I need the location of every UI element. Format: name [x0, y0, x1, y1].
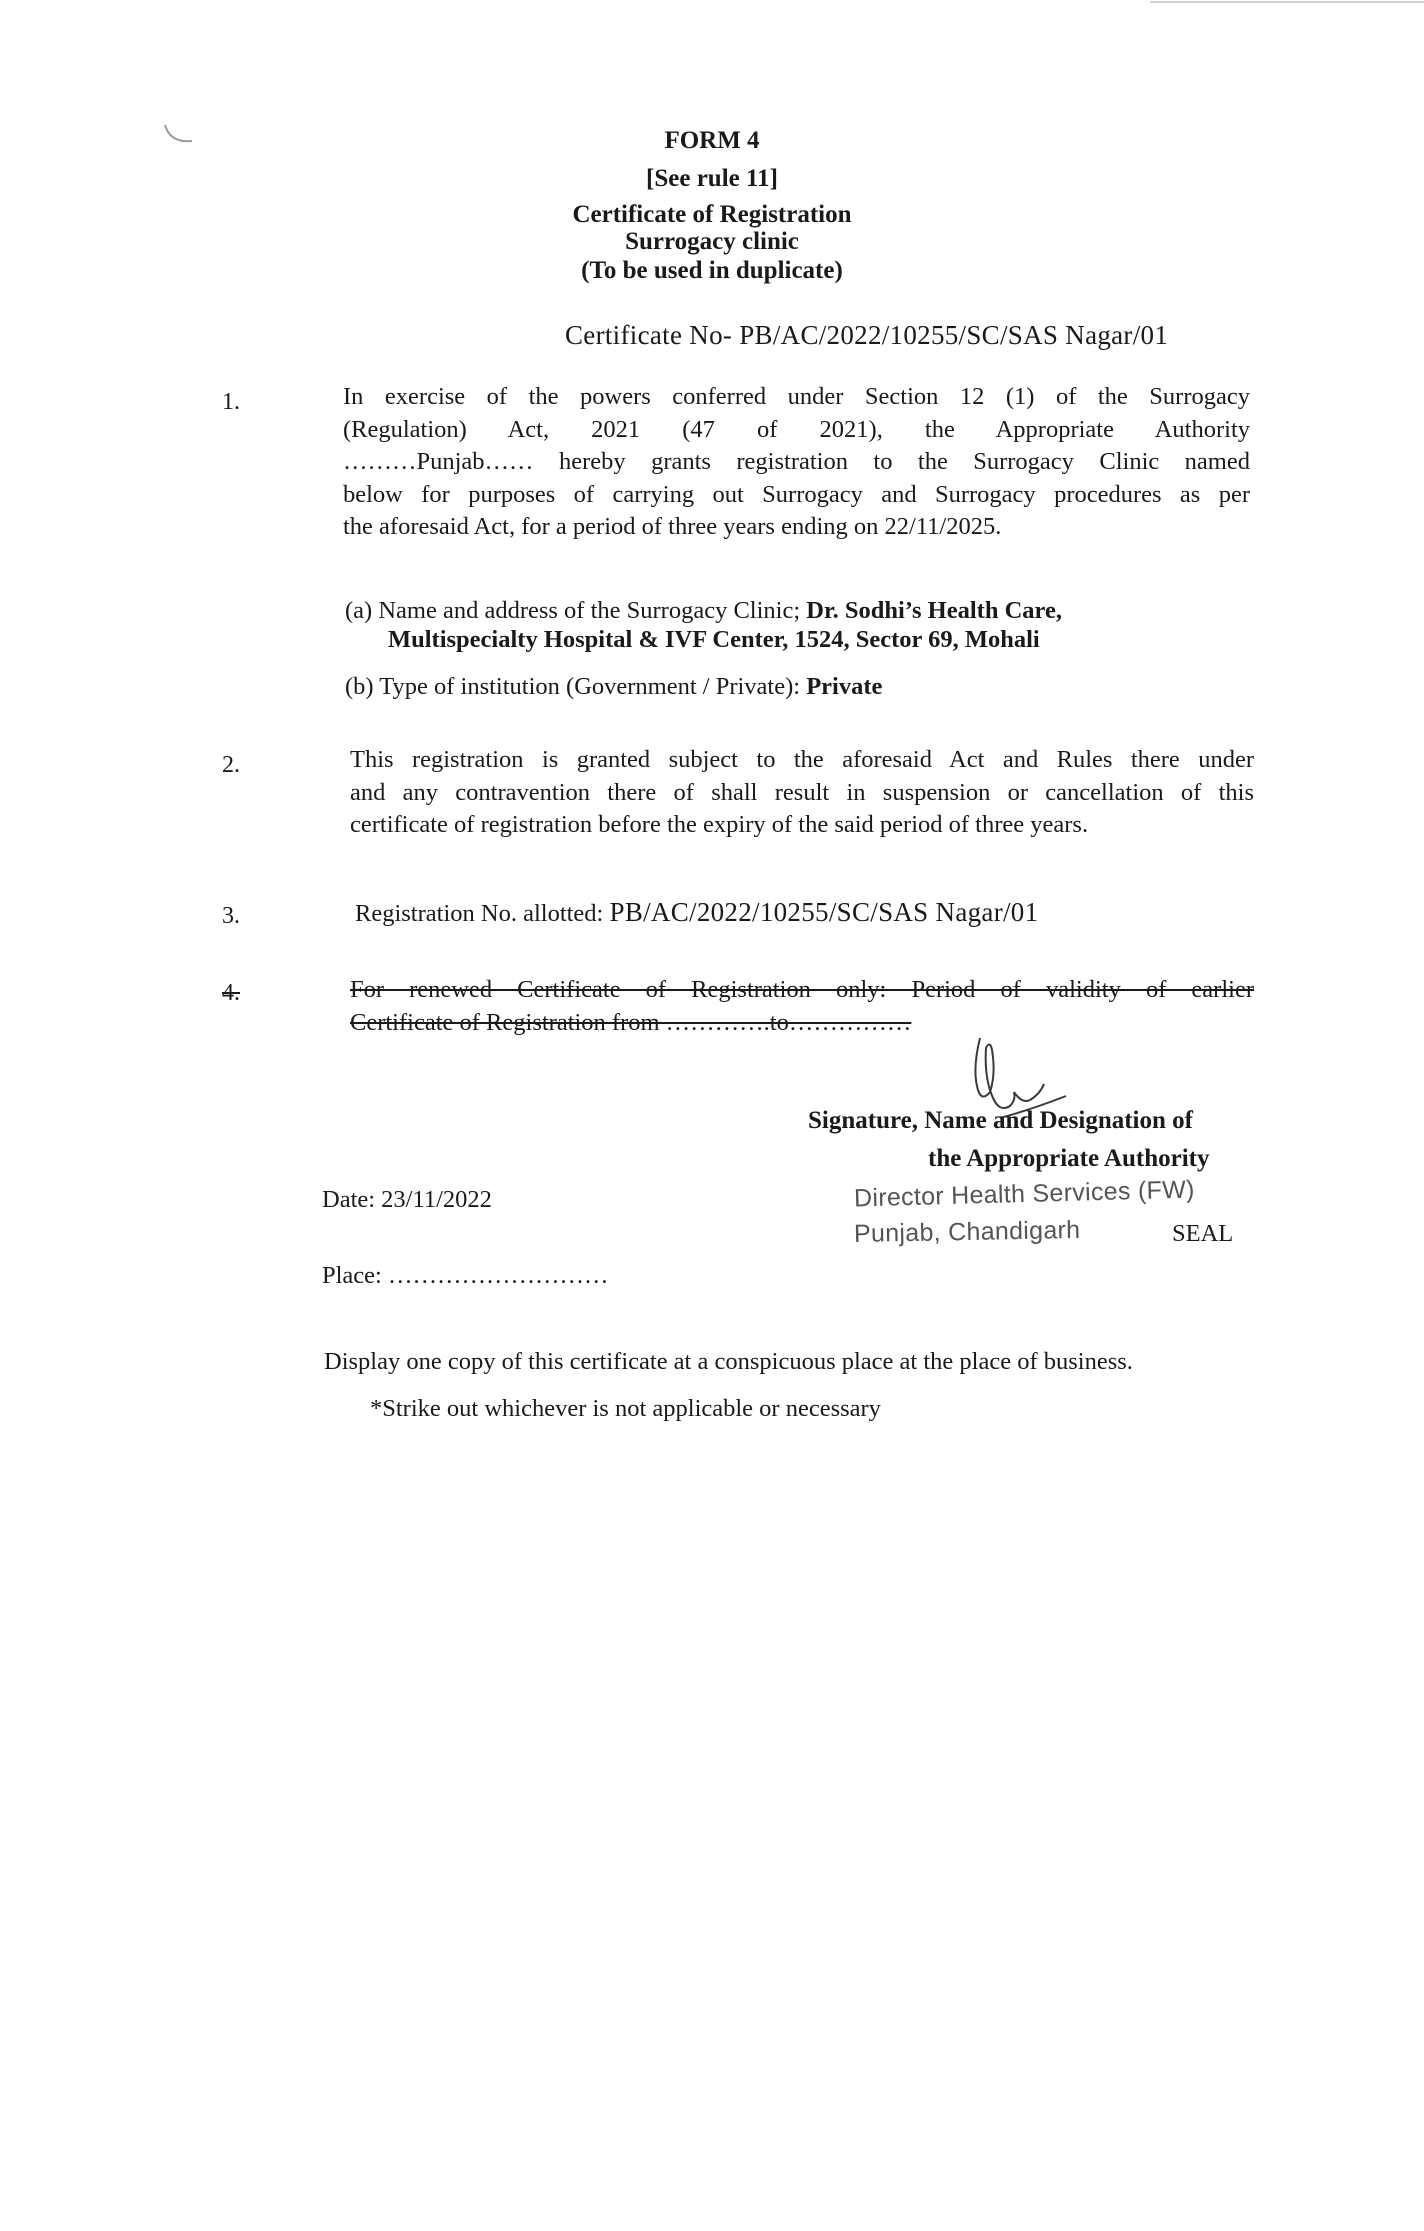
designation-stamp-line-1: Director Health Services (FW) [853, 1175, 1195, 1213]
item-4-paragraph-struck [350, 974, 1254, 1039]
item-number: 4. [222, 980, 240, 1006]
institution-type-value: Private [806, 673, 883, 700]
institution-type-label: (b) Type of institution (Government / Private): [345, 673, 807, 700]
paragraph-line: This registration is granted subject to the aforesaid Act and Rules there under [350, 746, 1254, 773]
item-number: 2. [222, 752, 240, 778]
item-2-paragraph [350, 744, 1254, 842]
item-number: 1. [222, 389, 240, 415]
certificate-title: Certificate of Registration [572, 201, 852, 228]
paragraph-line: certificate of registration before the expiry of the said period of three years. [350, 811, 1089, 838]
paragraph-line: (Regulation) Act, 2021 (47 of 2021), the Appropriate Authority [343, 415, 1250, 443]
certificate-subtitle: Surrogacy clinic [625, 228, 799, 255]
issue-date: Date: 23/11/2022 [322, 1186, 492, 1213]
rule-reference: [See rule 11] [646, 165, 778, 192]
paragraph-line: below for purposes of carrying out Surrogacy and Surrogacy procedures as per [343, 480, 1250, 508]
certificate-number: Certificate No- PB/AC/2022/10255/SC/SAS Nagar/01 [565, 320, 1169, 350]
signature-label-line-1: Signature, Name and Designation of [808, 1107, 1193, 1134]
seal-label: SEAL [1172, 1220, 1234, 1247]
clinic-address-value: Multispecialty Hospital & IVF Center, 1524, Sector 69, Mohali [388, 626, 1040, 653]
registration-number-label: Registration No. allotted: [355, 900, 610, 927]
paragraph-line: the aforesaid Act, for a period of three years ending on 22/11/2025. [343, 513, 1002, 540]
registration-number-row [355, 897, 1038, 928]
paragraph-line: Certificate of Registration from ………….to…………… [350, 1008, 912, 1036]
clinic-name-value: Dr. Sodhi’s Health Care, [806, 597, 1062, 624]
paragraph-line: In exercise of the powers conferred under Section 12 (1) of the Surrogacy [343, 383, 1250, 410]
strike-out-note: *Strike out whichever is not applicable or necessary [370, 1395, 881, 1422]
display-instruction: Display one copy of this certificate at a conspicuous place at the place of business. [324, 1348, 1133, 1375]
clinic-name-row [345, 597, 1062, 625]
paragraph-line: and any contravention there of shall result in suspension or cancellation of this [350, 778, 1254, 806]
paragraph-line: For renewed Certificate of Registration only: Period of validity of earlier [350, 976, 1254, 1003]
clinic-name-label: (a) Name and address of the Surrogacy Clinic; [345, 597, 807, 624]
form-number: FORM 4 [664, 127, 760, 154]
institution-type-row [345, 673, 882, 701]
item-number: 3. [222, 903, 240, 929]
item-1-paragraph [343, 381, 1250, 544]
scan-line-top-right [1150, 0, 1424, 6]
signature-label-line-2: the Appropriate Authority [928, 1145, 1210, 1172]
duplicate-note: (To be used in duplicate) [581, 257, 843, 284]
designation-stamp-line-2: Punjab, Chandigarh [853, 1216, 1081, 1248]
paragraph-line: ………Punjab…… hereby grants registration to the Surrogacy Clinic named [343, 448, 1250, 475]
issue-place: Place: ……………………… [322, 1262, 609, 1289]
registration-number-value: PB/AC/2022/10255/SC/SAS Nagar/01 [609, 897, 1039, 927]
